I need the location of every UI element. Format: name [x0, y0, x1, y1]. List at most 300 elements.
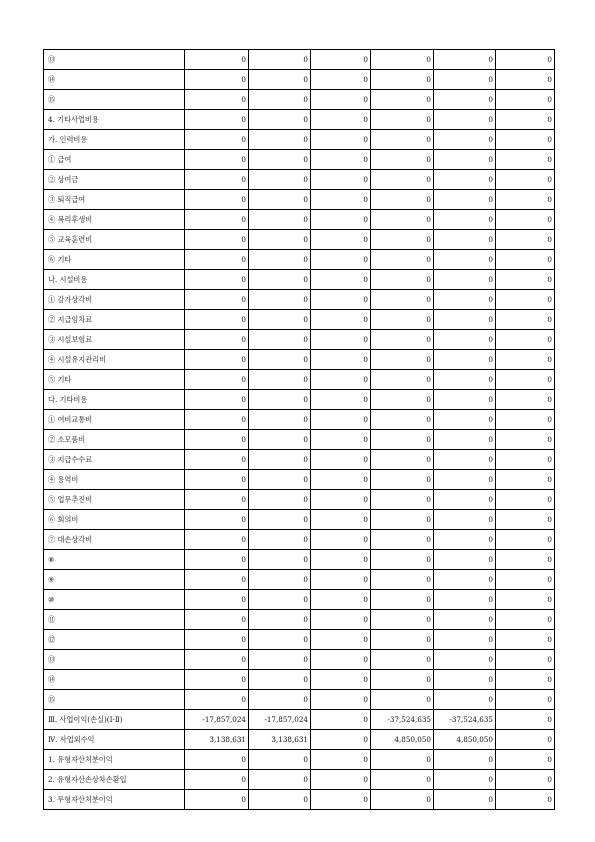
amount-cell: 0 — [371, 190, 434, 210]
amount-cell: 0 — [249, 490, 311, 510]
amount-cell: 0 — [249, 170, 311, 190]
amount-cell: -37,524,635 — [434, 710, 496, 730]
amount-cell: 0 — [434, 130, 496, 150]
amount-cell: 0 — [371, 590, 434, 610]
amount-cell: 0 — [249, 590, 311, 610]
amount-cell: 0 — [371, 410, 434, 430]
table-row — [44, 70, 555, 90]
amount-cell: 0 — [371, 230, 434, 250]
table-row — [44, 190, 555, 210]
amount-cell: 0 — [371, 790, 434, 810]
table-row — [44, 750, 555, 770]
amount-cell: 0 — [185, 630, 249, 650]
amount-cell: 0 — [434, 350, 496, 370]
amount-cell: 0 — [249, 650, 311, 670]
amount-cell: 0 — [311, 550, 371, 570]
amount-cell: 0 — [496, 610, 555, 630]
table-row — [44, 770, 555, 790]
amount-cell: 0 — [311, 210, 371, 230]
amount-cell: 0 — [185, 430, 249, 450]
row-label: ⑩ — [44, 590, 185, 610]
amount-cell: 0 — [311, 70, 371, 90]
amount-cell: 0 — [311, 110, 371, 130]
row-label: 다. 기타비용 — [44, 390, 185, 410]
amount-cell: 0 — [434, 550, 496, 570]
amount-cell: 0 — [496, 770, 555, 790]
amount-cell: 0 — [249, 270, 311, 290]
amount-cell: 0 — [496, 390, 555, 410]
amount-cell: 0 — [185, 50, 249, 70]
amount-cell: -37,524,635 — [371, 710, 434, 730]
amount-cell: 0 — [311, 530, 371, 550]
amount-cell: 0 — [371, 430, 434, 450]
amount-cell: 0 — [434, 330, 496, 350]
amount-cell: 0 — [496, 790, 555, 810]
amount-cell: 0 — [311, 130, 371, 150]
table-row — [44, 470, 555, 490]
table-row — [44, 330, 555, 350]
amount-cell: 0 — [434, 690, 496, 710]
amount-cell: 0 — [185, 470, 249, 490]
amount-cell: 0 — [185, 450, 249, 470]
amount-cell: 0 — [249, 390, 311, 410]
table-row — [44, 350, 555, 370]
amount-cell: 0 — [496, 550, 555, 570]
amount-cell: 0 — [249, 470, 311, 490]
row-label: ⑬ — [44, 50, 185, 70]
table-row — [44, 490, 555, 510]
table-body — [44, 50, 555, 810]
table-row — [44, 590, 555, 610]
row-label: ⑤ 기타 — [44, 370, 185, 390]
amount-cell: 0 — [249, 350, 311, 370]
amount-cell: 0 — [185, 290, 249, 310]
amount-cell: 0 — [434, 110, 496, 130]
amount-cell: 0 — [496, 410, 555, 430]
amount-cell: 0 — [311, 470, 371, 490]
amount-cell: 0 — [496, 90, 555, 110]
amount-cell: 0 — [496, 450, 555, 470]
amount-cell: 0 — [371, 610, 434, 630]
amount-cell: 0 — [311, 330, 371, 350]
amount-cell: 0 — [185, 130, 249, 150]
amount-cell: 0 — [496, 350, 555, 370]
table-row — [44, 110, 555, 130]
amount-cell: 0 — [185, 510, 249, 530]
amount-cell: 0 — [311, 490, 371, 510]
amount-cell: 0 — [496, 210, 555, 230]
row-label: ② 지급임차료 — [44, 310, 185, 330]
amount-cell: 0 — [311, 790, 371, 810]
amount-cell: 0 — [311, 630, 371, 650]
table-row — [44, 90, 555, 110]
amount-cell: 0 — [496, 50, 555, 70]
amount-cell: -17,857,024 — [185, 710, 249, 730]
amount-cell: 0 — [496, 130, 555, 150]
table-row — [44, 210, 555, 230]
amount-cell: 0 — [371, 670, 434, 690]
amount-cell: 0 — [311, 190, 371, 210]
amount-cell: 0 — [311, 350, 371, 370]
table-row — [44, 710, 555, 730]
row-label: ③ 시설보험료 — [44, 330, 185, 350]
amount-cell: 0 — [249, 750, 311, 770]
amount-cell: 0 — [496, 310, 555, 330]
amount-cell: 0 — [185, 270, 249, 290]
amount-cell: 0 — [249, 530, 311, 550]
amount-cell: 0 — [496, 650, 555, 670]
row-label: ⑮ — [44, 90, 185, 110]
table-row — [44, 650, 555, 670]
amount-cell: 0 — [249, 570, 311, 590]
amount-cell: 0 — [371, 250, 434, 270]
table-row — [44, 510, 555, 530]
amount-cell: 0 — [371, 690, 434, 710]
amount-cell: 0 — [185, 330, 249, 350]
amount-cell: 0 — [371, 390, 434, 410]
amount-cell: 0 — [434, 530, 496, 550]
table-row — [44, 450, 555, 470]
amount-cell: 0 — [434, 270, 496, 290]
table-row — [44, 130, 555, 150]
row-label: ① 급여 — [44, 150, 185, 170]
amount-cell: 0 — [434, 230, 496, 250]
row-label: 4. 기타사업비용 — [44, 110, 185, 130]
amount-cell: 0 — [434, 310, 496, 330]
amount-cell: 0 — [434, 290, 496, 310]
amount-cell: 0 — [371, 70, 434, 90]
row-label: 가. 인력비용 — [44, 130, 185, 150]
amount-cell: 0 — [185, 230, 249, 250]
amount-cell: 0 — [496, 710, 555, 730]
amount-cell: 0 — [434, 390, 496, 410]
amount-cell: 0 — [371, 90, 434, 110]
amount-cell: 0 — [371, 170, 434, 190]
amount-cell: 0 — [371, 330, 434, 350]
amount-cell: 0 — [311, 370, 371, 390]
amount-cell: 0 — [434, 250, 496, 270]
row-label: 1. 유형자산처분이익 — [44, 750, 185, 770]
amount-cell: 4,850,050 — [371, 730, 434, 750]
amount-cell: 0 — [185, 370, 249, 390]
amount-cell: 0 — [496, 110, 555, 130]
amount-cell: 0 — [496, 290, 555, 310]
amount-cell: 0 — [249, 310, 311, 330]
amount-cell: 0 — [371, 110, 434, 130]
amount-cell: 0 — [434, 650, 496, 670]
table-row — [44, 270, 555, 290]
amount-cell: 0 — [496, 150, 555, 170]
row-label: ① 감가상각비 — [44, 290, 185, 310]
table-row — [44, 670, 555, 690]
amount-cell: 0 — [371, 630, 434, 650]
amount-cell: 0 — [249, 130, 311, 150]
amount-cell: 0 — [371, 130, 434, 150]
amount-cell: 0 — [434, 750, 496, 770]
amount-cell: 0 — [311, 290, 371, 310]
amount-cell: 0 — [371, 650, 434, 670]
amount-cell: 0 — [185, 90, 249, 110]
amount-cell: 0 — [249, 90, 311, 110]
amount-cell: 0 — [249, 70, 311, 90]
table-row — [44, 50, 555, 70]
table-row — [44, 690, 555, 710]
amount-cell: 0 — [371, 490, 434, 510]
table-row — [44, 390, 555, 410]
amount-cell: 4,850,050 — [434, 730, 496, 750]
amount-cell: 0 — [311, 690, 371, 710]
amount-cell: 0 — [371, 310, 434, 330]
row-label: ⑫ — [44, 630, 185, 650]
amount-cell: 0 — [311, 750, 371, 770]
amount-cell: 0 — [185, 670, 249, 690]
amount-cell: 0 — [249, 670, 311, 690]
amount-cell: 0 — [371, 270, 434, 290]
row-label: ⑤ 업무추진비 — [44, 490, 185, 510]
amount-cell: 0 — [185, 570, 249, 590]
amount-cell: 0 — [434, 610, 496, 630]
amount-cell: 0 — [434, 90, 496, 110]
amount-cell: 0 — [185, 550, 249, 570]
row-label: ④ 복리후생비 — [44, 210, 185, 230]
amount-cell: 0 — [185, 210, 249, 230]
amount-cell: 0 — [496, 190, 555, 210]
amount-cell: 0 — [434, 430, 496, 450]
amount-cell: 0 — [185, 410, 249, 430]
amount-cell: 0 — [185, 110, 249, 130]
amount-cell: 0 — [185, 690, 249, 710]
amount-cell: 0 — [496, 490, 555, 510]
amount-cell: 0 — [434, 450, 496, 470]
row-label: 2. 유형자산손상차손환입 — [44, 770, 185, 790]
table-row — [44, 170, 555, 190]
amount-cell: 0 — [249, 450, 311, 470]
amount-cell: 0 — [311, 430, 371, 450]
table-row — [44, 570, 555, 590]
amount-cell: 0 — [249, 190, 311, 210]
amount-cell: 0 — [434, 170, 496, 190]
row-label: ⑦ 대손상각비 — [44, 530, 185, 550]
amount-cell: 0 — [249, 370, 311, 390]
amount-cell: 0 — [434, 210, 496, 230]
amount-cell: 0 — [371, 450, 434, 470]
amount-cell: 0 — [249, 230, 311, 250]
amount-cell: 0 — [371, 290, 434, 310]
amount-cell: 0 — [434, 790, 496, 810]
row-label: Ⅲ. 사업이익(손실)(Ⅰ-Ⅱ) — [44, 710, 185, 730]
amount-cell: 0 — [185, 310, 249, 330]
amount-cell: 0 — [496, 430, 555, 450]
amount-cell: 0 — [311, 770, 371, 790]
amount-cell: 0 — [496, 530, 555, 550]
amount-cell: 0 — [434, 670, 496, 690]
table-row — [44, 250, 555, 270]
amount-cell: 0 — [496, 690, 555, 710]
amount-cell: 0 — [185, 190, 249, 210]
amount-cell: 0 — [496, 330, 555, 350]
amount-cell: 0 — [371, 550, 434, 570]
amount-cell: 0 — [434, 410, 496, 430]
amount-cell: 0 — [249, 790, 311, 810]
amount-cell: 0 — [311, 230, 371, 250]
amount-cell: 0 — [371, 210, 434, 230]
row-label: ③ 퇴직급여 — [44, 190, 185, 210]
amount-cell: 0 — [371, 350, 434, 370]
amount-cell: 0 — [371, 50, 434, 70]
amount-cell: 0 — [185, 170, 249, 190]
amount-cell: 0 — [496, 670, 555, 690]
table-row — [44, 430, 555, 450]
amount-cell: 0 — [311, 50, 371, 70]
row-label: ⑥ 기타 — [44, 250, 185, 270]
amount-cell: 0 — [311, 570, 371, 590]
amount-cell: 0 — [311, 670, 371, 690]
table-row — [44, 550, 555, 570]
amount-cell: 0 — [249, 510, 311, 530]
amount-cell: 0 — [185, 790, 249, 810]
amount-cell: 0 — [185, 70, 249, 90]
amount-cell: 0 — [311, 150, 371, 170]
row-label: ⑥ 회의비 — [44, 510, 185, 530]
amount-cell: 0 — [249, 630, 311, 650]
amount-cell: 0 — [249, 150, 311, 170]
amount-cell: 0 — [311, 730, 371, 750]
amount-cell: 0 — [311, 610, 371, 630]
amount-cell: 0 — [311, 510, 371, 530]
amount-cell: 0 — [311, 390, 371, 410]
amount-cell: 0 — [249, 690, 311, 710]
table-row — [44, 310, 555, 330]
amount-cell: 0 — [311, 650, 371, 670]
row-label: 나. 시설비용 — [44, 270, 185, 290]
amount-cell: 0 — [185, 390, 249, 410]
amount-cell: 0 — [249, 770, 311, 790]
amount-cell: 0 — [434, 150, 496, 170]
amount-cell: 0 — [371, 530, 434, 550]
row-label: ⑮ — [44, 690, 185, 710]
amount-cell: 0 — [371, 510, 434, 530]
amount-cell: 0 — [185, 350, 249, 370]
amount-cell: 0 — [311, 450, 371, 470]
amount-cell: 0 — [496, 370, 555, 390]
row-label: ⑭ — [44, 70, 185, 90]
amount-cell: 0 — [496, 70, 555, 90]
amount-cell: -17,857,024 — [249, 710, 311, 730]
amount-cell: 0 — [311, 590, 371, 610]
financial-table — [43, 49, 555, 810]
row-label: ② 상여금 — [44, 170, 185, 190]
amount-cell: 0 — [371, 150, 434, 170]
amount-cell: 0 — [185, 590, 249, 610]
table-row — [44, 290, 555, 310]
amount-cell: 0 — [371, 750, 434, 770]
amount-cell: 0 — [434, 70, 496, 90]
amount-cell: 0 — [249, 50, 311, 70]
amount-cell: 0 — [496, 730, 555, 750]
amount-cell: 0 — [311, 410, 371, 430]
row-label: ⑪ — [44, 610, 185, 630]
amount-cell: 0 — [496, 230, 555, 250]
amount-cell: 0 — [185, 650, 249, 670]
amount-cell: 0 — [185, 750, 249, 770]
table-row — [44, 230, 555, 250]
row-label: 3. 무형자산처분이익 — [44, 790, 185, 810]
amount-cell: 0 — [249, 430, 311, 450]
amount-cell: 0 — [249, 110, 311, 130]
table-row — [44, 610, 555, 630]
amount-cell: 0 — [496, 170, 555, 190]
amount-cell: 0 — [249, 610, 311, 630]
amount-cell: 0 — [311, 90, 371, 110]
amount-cell: 0 — [371, 370, 434, 390]
amount-cell: 0 — [496, 750, 555, 770]
row-label: ③ 지급수수료 — [44, 450, 185, 470]
amount-cell: 0 — [185, 150, 249, 170]
amount-cell: 0 — [434, 190, 496, 210]
amount-cell: 0 — [311, 270, 371, 290]
row-label: ⑤ 교육훈련비 — [44, 230, 185, 250]
amount-cell: 0 — [249, 250, 311, 270]
row-label: ① 여비교통비 — [44, 410, 185, 430]
amount-cell: 0 — [434, 370, 496, 390]
amount-cell: 0 — [185, 610, 249, 630]
table-row — [44, 410, 555, 430]
amount-cell: 0 — [185, 770, 249, 790]
amount-cell: 0 — [434, 50, 496, 70]
amount-cell: 0 — [311, 310, 371, 330]
amount-cell: 0 — [434, 590, 496, 610]
amount-cell: 0 — [371, 470, 434, 490]
amount-cell: 0 — [249, 210, 311, 230]
table-row — [44, 370, 555, 390]
amount-cell: 0 — [185, 490, 249, 510]
amount-cell: 0 — [496, 510, 555, 530]
amount-cell: 0 — [185, 250, 249, 270]
row-label: ⑧ — [44, 550, 185, 570]
amount-cell: 0 — [434, 490, 496, 510]
amount-cell: 0 — [249, 330, 311, 350]
amount-cell: 0 — [434, 630, 496, 650]
table-row — [44, 530, 555, 550]
amount-cell: 0 — [371, 570, 434, 590]
amount-cell: 0 — [249, 290, 311, 310]
amount-cell: 0 — [496, 630, 555, 650]
amount-cell: 0 — [185, 530, 249, 550]
amount-cell: 0 — [371, 770, 434, 790]
row-label: ④ 시설유지관리비 — [44, 350, 185, 370]
row-label: ⑬ — [44, 650, 185, 670]
amount-cell: 0 — [249, 550, 311, 570]
table-row — [44, 150, 555, 170]
amount-cell: 0 — [496, 270, 555, 290]
amount-cell: 3,138,631 — [185, 730, 249, 750]
amount-cell: 0 — [311, 710, 371, 730]
row-label: ④ 용역비 — [44, 470, 185, 490]
row-label: ⑭ — [44, 670, 185, 690]
amount-cell: 0 — [311, 170, 371, 190]
amount-cell: 0 — [496, 590, 555, 610]
table-row — [44, 790, 555, 810]
table-row — [44, 630, 555, 650]
amount-cell: 0 — [249, 410, 311, 430]
table-row — [44, 730, 555, 750]
amount-cell: 0 — [496, 250, 555, 270]
row-label: ② 소모품비 — [44, 430, 185, 450]
row-label: ⑨ — [44, 570, 185, 590]
amount-cell: 3,138,631 — [249, 730, 311, 750]
amount-cell: 0 — [434, 570, 496, 590]
amount-cell: 0 — [496, 570, 555, 590]
